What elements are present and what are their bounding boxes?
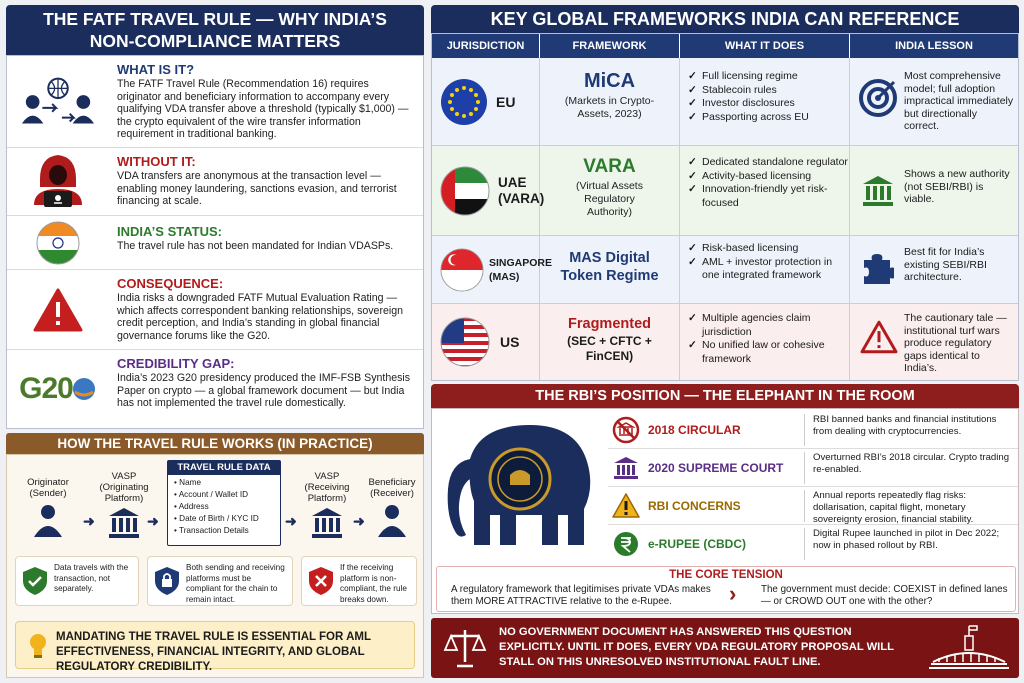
flow-arrow: ➜	[83, 513, 95, 529]
eu-flag-icon	[440, 78, 488, 126]
list-item: ✓ Risk-based licensing	[688, 242, 849, 256]
how-it-works-title: HOW THE TRAVEL RULE WORKS (IN PRACTICE)	[6, 433, 424, 454]
section-heading: WHAT IS IT?	[117, 62, 195, 77]
singapore-flag-icon	[440, 246, 484, 294]
section-heading: WITHOUT IT:	[117, 154, 196, 169]
rbi-position-panel	[431, 408, 1019, 614]
data-item: • Transaction Details	[174, 525, 274, 537]
frameworks-title: KEY GLOBAL FRAMEWORKS INDIA CAN REFERENCE	[431, 5, 1019, 33]
hooded-hacker-icon	[19, 152, 97, 212]
network-transfer-icon	[19, 66, 97, 138]
parliament-building-icon	[925, 622, 1013, 674]
note-data-travels: Data travels with the transaction, not separately.	[15, 556, 139, 606]
frameworks-table	[431, 33, 1019, 381]
target-icon	[858, 78, 898, 118]
list-item: ✓ No unified law or cohesive framework	[688, 339, 849, 366]
table-row-uae: UAE (VARA) VARA (Virtual Assets Regulatory Authority) ✓ Dedicated standalone regulator ✓ Activity-based licensing ✓ Innovation-friendly yet risk-focused Shows a new authority (not SEBI/RBI) is viable.	[432, 146, 1018, 236]
government-building-icon	[860, 174, 896, 208]
left-panel-title: THE FATF TRAVEL RULE — WHY INDIA’S NON-COMPLIANCE MATTERS	[6, 5, 424, 55]
bank-icon	[107, 506, 141, 540]
section-heading: CREDIBILITY GAP:	[117, 356, 235, 371]
list-item: ✓ Activity-based licensing	[688, 170, 849, 184]
flow-arrow: ➜	[285, 513, 297, 529]
column-header: FRAMEWORK	[540, 34, 680, 58]
section-text: India risks a downgraded FATF Mutual Evaluation Rating — which affects correspondent banking relationships, sovereign credit perception, and India’s standing in global financial governance forums like the G20.	[117, 292, 404, 342]
rbi-item-erupee: e-RUPEE (CBDC) Digital Rupee launched in pilot in Dec 2022; now in phased rollout by RBI.	[608, 525, 1018, 563]
us-flag-icon	[440, 317, 490, 367]
originator-actor: Originator (Sender)	[11, 477, 85, 542]
flow-arrow: ➜	[147, 513, 159, 529]
list-item: ✓ Full licensing regime	[688, 70, 849, 84]
warning-icon	[612, 492, 640, 520]
lightbulb-icon	[26, 632, 50, 660]
scales-of-justice-icon	[443, 626, 487, 670]
how-it-works-panel	[6, 454, 424, 678]
data-item: • Name	[174, 477, 274, 489]
section-heading: CONSEQUENCE:	[117, 276, 224, 291]
rbi-item-2018-circular: 2018 CIRCULAR RBI banned banks and financial institutions from dealing with cryptocurrencies.	[608, 411, 1018, 449]
column-header: INDIA LESSON	[850, 34, 1018, 58]
bank-icon	[310, 506, 344, 540]
core-tension-box: THE CORE TENSION A regulatory framework that legitimises private VDAs makes them MORE ATTRACTIVE relative to the e-Rupee. › The government must decide: COEXIST in defined lanes — or CROWD OUT one with the other?	[436, 566, 1016, 612]
banned-bank-icon	[612, 416, 640, 444]
section-text: The FATF Travel Rule (Recommendation 16) requires originator and beneficiary information to accompany every qualifying VDA transfer above a threshold (typically $1,000) — the crypto equivalent of the wire transfer information requirement in traditional banking.	[117, 78, 409, 141]
person-icon	[377, 503, 407, 539]
column-header: JURISDICTION	[432, 34, 540, 58]
list-item: ✓ Dedicated standalone regulator	[688, 156, 849, 170]
list-item: ✓ Investor disclosures	[688, 97, 849, 111]
puzzle-piece-icon	[860, 252, 894, 286]
rbi-item-supreme-court: 2020 SUPREME COURT Overturned RBI’s 2018 circular. Crypto trading re-enabled.	[608, 449, 1018, 487]
section-india-status	[7, 216, 423, 270]
caution-icon	[860, 320, 898, 354]
mandate-banner: MANDATING THE TRAVEL RULE IS ESSENTIAL FOR AML EFFECTIVENESS, FINANCIAL INTEGRITY, AND GLOBAL REGULATORY CREDIBILITY.	[15, 621, 415, 669]
section-without-it	[7, 148, 423, 216]
chevron-right-icon: ›	[729, 581, 737, 606]
note-non-compliant: If the receiving platform is non-compliant, the rule breaks down.	[301, 556, 417, 606]
flow-arrow: ➜	[353, 513, 365, 529]
data-item: • Date of Birth / KYC ID	[174, 513, 274, 525]
elephant-icon	[440, 419, 602, 549]
section-heading: INDIA’S STATUS:	[117, 224, 222, 239]
section-text: VDA transfers are anonymous at the transaction level — enabling money laundering, sanctions evasion, and terrorist financing at scale.	[117, 170, 397, 208]
uae-flag-icon	[440, 166, 490, 216]
court-building-icon	[612, 454, 640, 482]
travel-rule-data-box: TRAVEL RULE DATA • Name • Account / Wallet ID • Address • Date of Birth / KYC ID • Transaction Details	[167, 460, 281, 546]
shield-check-icon	[22, 566, 48, 596]
section-text: India’s 2023 G20 presidency produced the IMF-FSB Synthesis Paper on crypto — a global framework document — but India has not implemented the travel rule domestically.	[117, 372, 411, 410]
section-text: The travel rule has not been mandated for Indian VDASPs.	[117, 240, 394, 252]
column-header: WHAT IT DOES	[680, 34, 850, 58]
vasp-originating: VASP (Originating Platform)	[89, 471, 159, 543]
section-what-is-it	[7, 56, 423, 148]
travel-rule-panel	[6, 55, 424, 429]
list-item: ✓ AML + investor protection in one integrated framework	[688, 256, 849, 283]
data-item: • Account / Wallet ID	[174, 489, 274, 501]
footer-banner: NO GOVERNMENT DOCUMENT HAS ANSWERED THIS QUESTION EXPLICITLY. UNTIL IT DOES, EVERY VDA REGULATORY PROPOSAL WILL STALL ON THIS UNRESOLVED INSTITUTIONAL FAULT LINE.	[431, 618, 1019, 678]
note-both-compliant: Both sending and receiving platforms must be compliant for the chain to remain intact.	[147, 556, 293, 606]
table-row-eu: EU MiCA (Markets in Crypto-Assets, 2023) ✓ Full licensing regime ✓ Stablecoin rules ✓ Investor disclosures ✓ Passporting across EU Most comprehensive model; full adoption impractical immediately but directionally correct.	[432, 58, 1018, 146]
shield-lock-icon	[154, 566, 180, 596]
list-item: ✓ Multiple agencies claim jurisdiction	[688, 312, 849, 339]
section-credibility-gap	[7, 350, 423, 428]
list-item: ✓ Innovation-friendly yet risk-focused	[688, 183, 849, 210]
list-item: ✓ Stablecoin rules	[688, 84, 849, 98]
person-icon	[33, 503, 63, 539]
beneficiary-actor: Beneficiary (Receiver)	[361, 477, 423, 542]
rbi-item-concerns: RBI CONCERNS Annual reports repeatedly flag risks: dollarisation, capital flight, monetary sovereignty erosion, financial stability.	[608, 487, 1018, 525]
vasp-receiving: VASP (Receiving Platform)	[293, 471, 361, 543]
shield-x-icon	[308, 566, 334, 596]
rupee-coin-icon	[612, 530, 640, 558]
rbi-position-title: THE RBI’S POSITION — THE ELEPHANT IN THE ROOM	[431, 384, 1019, 408]
table-row-us: US Fragmented (SEC + CFTC + FinCEN) ✓ Multiple agencies claim jurisdiction ✓ No unified law or cohesive framework The cautionary tale — institutional turf wars produce regulatory gaps identical to India’s.	[432, 304, 1018, 380]
list-item: ✓ Passporting across EU	[688, 111, 849, 125]
table-row-singapore: SINGAPORE (MAS) MAS Digital Token Regime ✓ Risk-based licensing ✓ AML + investor protection in one integrated framework Best fit for India’s existing SEBI/RBI architecture.	[432, 236, 1018, 304]
data-item: • Address	[174, 501, 274, 513]
section-consequence	[7, 270, 423, 350]
g20-logo-icon: G20	[19, 364, 97, 414]
warning-icon	[19, 280, 97, 340]
india-flag-icon	[19, 220, 97, 266]
